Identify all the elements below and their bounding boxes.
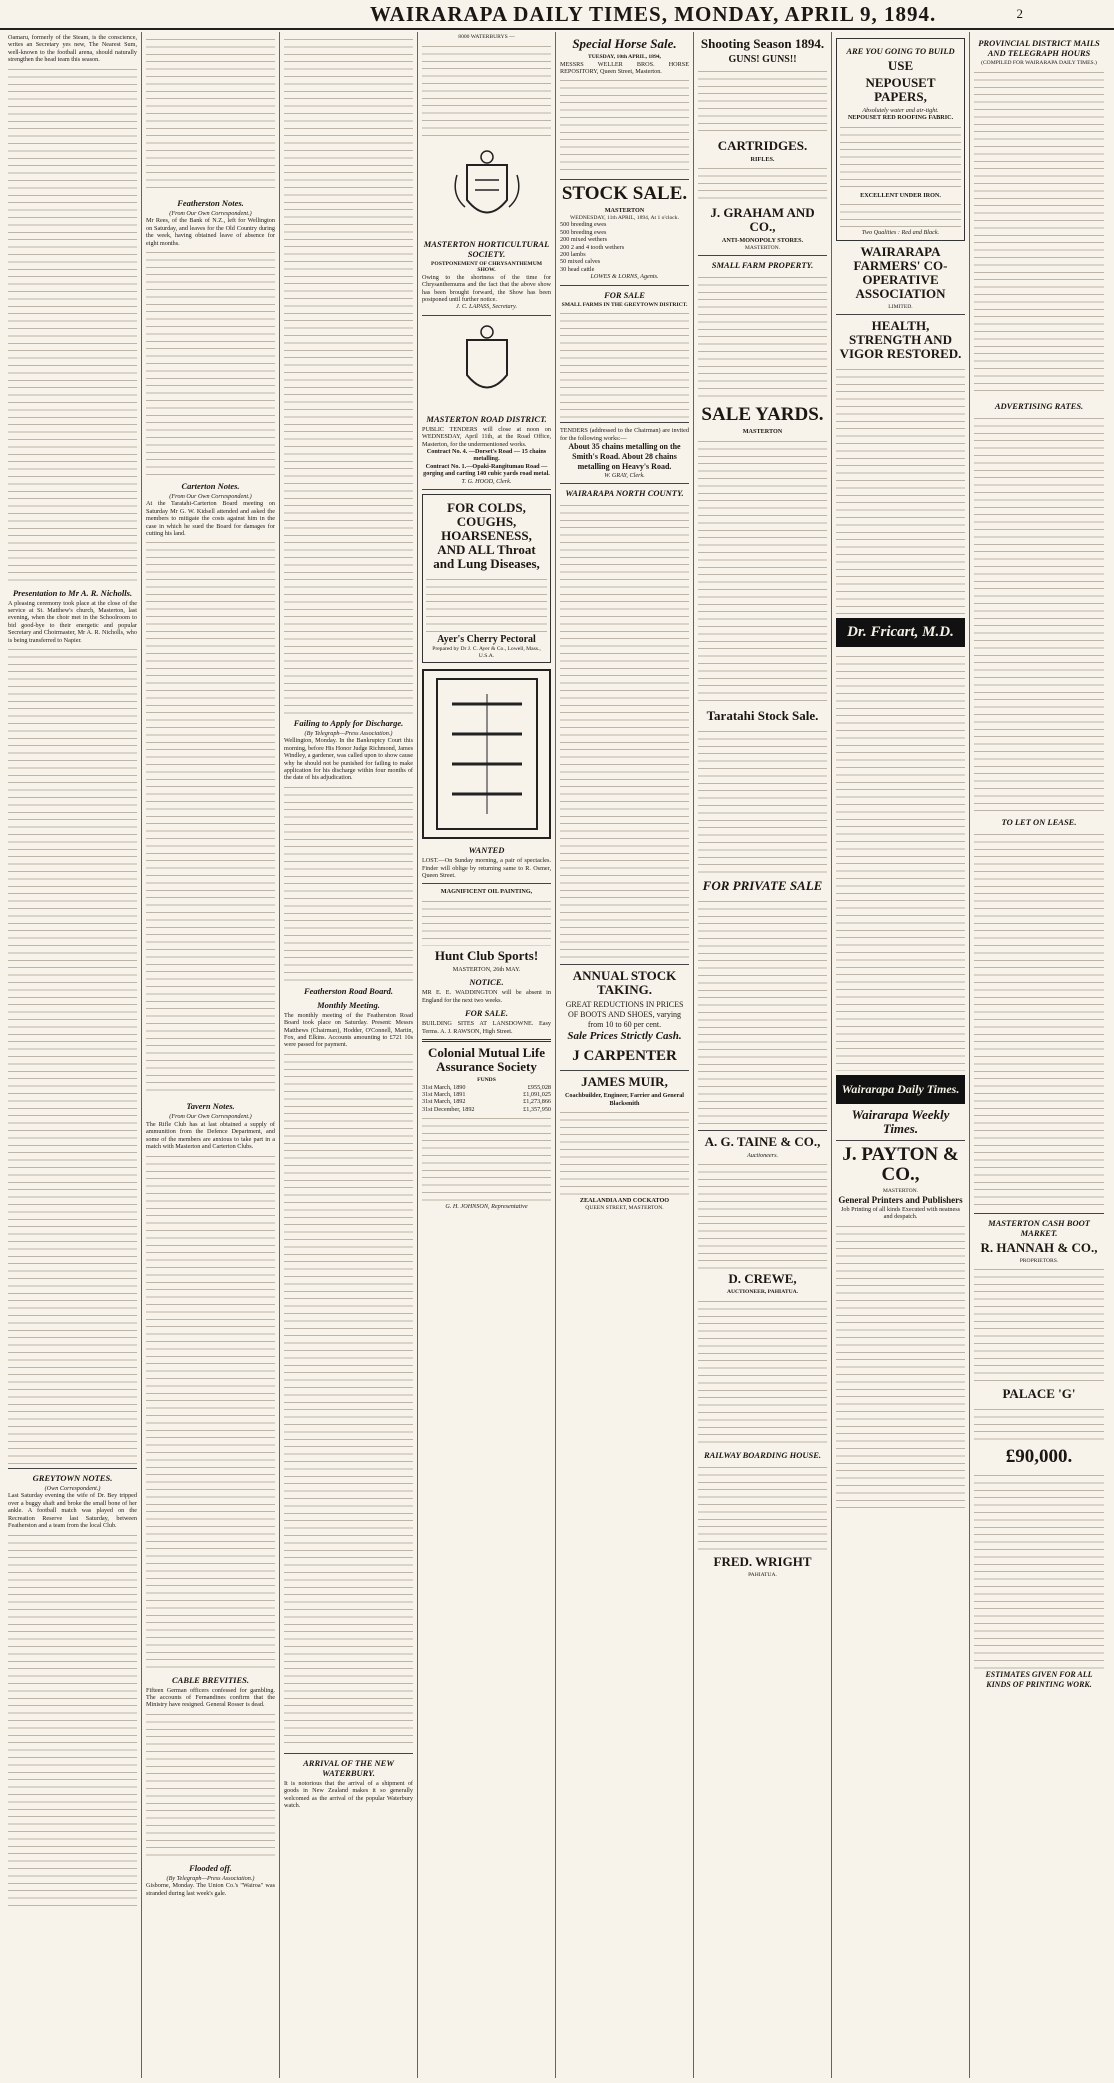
estimates-text: ESTIMATES GIVEN FOR ALL KINDS OF PRINTING WORK.: [985, 1670, 1093, 1690]
divider: [836, 314, 965, 315]
county-sign: T. G. HOOD, Clerk.: [461, 477, 512, 485]
text-block: [974, 67, 1104, 397]
stock-date: WEDNESDAY, 11th APRIL, 1894, At 1 o'clock.: [570, 214, 679, 221]
columns: [4, 32, 1110, 2078]
article-heading-featherston: Featherston Notes.: [177, 198, 244, 208]
byline: (From Our Own Correspondent.): [169, 1113, 252, 1121]
ad-heading-stock-sale: STOCK SALE.: [561, 183, 688, 205]
provincial-sub: (COMPILED FOR WAIRARAPA DAILY TIMES.): [981, 60, 1097, 66]
article-heading-failing: Failing to Apply for Discharge.: [293, 718, 404, 728]
ad-nepouset-papers: NEPOUSET PAPERS,: [865, 75, 936, 104]
special-date: TUESDAY, 10th APRIL, 1894,: [588, 54, 661, 60]
notice-body: MR E. E. WADDINGTON will be absent in England for the next two weeks.: [422, 989, 551, 1004]
text-block: [698, 436, 827, 706]
ad-heading-farmers: WAIRARAPA FARMERS' CO-OPERATIVE ASSOCIATION: [853, 243, 948, 301]
county-body: PUBLIC TENDERS will close at noon on WEDNESDAY, April 11th, at the Road Office, Masterton, for the undermentioned works.: [422, 425, 551, 448]
ad-vertical-banner: [422, 669, 551, 839]
heading-provincial-mails: PROVINCIAL DISTRICT MAILS AND TELEGRAPH HOURS: [978, 38, 1100, 58]
ad-heading-special-horse: Special Horse Sale.: [572, 36, 677, 51]
text-block: [974, 1470, 1104, 1670]
wright-sub: PAHIATUA.: [748, 1571, 777, 1578]
column-1: [4, 32, 142, 2078]
ad-heading-small-farms: FOR SALE: [604, 289, 645, 300]
ad-heading-shooting: Shooting Season 1894.: [700, 36, 825, 51]
muir-place: QUEEN STREET, MASTERTON.: [585, 1204, 664, 1211]
ad-cartridges: CARTRIDGES.: [717, 138, 808, 153]
text-block: [698, 726, 827, 876]
masthead-title: WAIRARAPA DAILY TIMES, MONDAY, APRIL 9, 1894.: [370, 1, 937, 26]
ad-heading-small-farm: SMALL FARM PROPERTY.: [711, 260, 814, 271]
ad-daily-times: Wairarapa Daily Times.: [841, 1082, 960, 1097]
arrival-body: It is notorious that the arrival of a shipment of goods in New Zealand makes it so generally welcomed as the arrival of the popular Waterbury watch.: [284, 1779, 413, 1810]
funds-row: 31st March, 1892 £1,273,866: [422, 1098, 551, 1106]
text-block: [698, 896, 827, 1126]
muir-bottom: ZEALANDIA AND COCKATOO: [579, 1197, 670, 1205]
crewe-sub: AUCTIONEER, PAHIATUA.: [726, 1289, 799, 1296]
big-figure: £90,000.: [1005, 1446, 1073, 1468]
list-item: 200 2 and 4 tooth wethers: [560, 243, 625, 251]
divider: [560, 179, 689, 180]
contract-2: Contract No. 1.—Opaki-Rangitumau Road — gorging and carting 140 cubic yards road metal.: [423, 462, 550, 478]
list-item: 500 breeding ewes: [560, 228, 607, 236]
column-5: [556, 32, 694, 2078]
text-block: [698, 1159, 827, 1269]
carterton-body: At the Taratahi-Carterton Board meeting on Saturday Mr G. W. Kidsell attended and asked the members to mitigate the costs against him in the case in which he sued the Board for damages for cutting his land.: [146, 500, 275, 538]
ad-heading-north-county: WAIRARAPA NORTH COUNTY.: [565, 488, 684, 499]
text-block: [974, 413, 1104, 813]
ad-heading-wright: FRED. WRIGHT: [713, 1553, 812, 1569]
ad-daily-times-banner: [836, 1075, 965, 1104]
coat-of-arms-icon: [447, 320, 527, 410]
text-block: [146, 247, 275, 477]
divider: [422, 489, 551, 490]
lead-paragraph: Oamaru, formerly of the Steam, is the conscience, writes an Secretary yes new, The Nearest Sum, well-known to the football arena, should naturally strengthen the head team this season.: [8, 34, 137, 64]
annual-cash: Sale Prices Strictly Cash.: [567, 1030, 682, 1043]
tenders-sign: W. GRAY, Clerk.: [604, 472, 645, 480]
byline: (From Our Own Correspondent.): [169, 493, 252, 501]
text-block: [698, 163, 827, 203]
text-block: [974, 1404, 1104, 1444]
presentation-body: A pleasing ceremony took place at the close of the service at St. Matthew's church, Masterton, last evening, when the choir met in the Schoolroom to bid good-bye to their energetic and popular Secretary and Choirmaster, Mr A. R. Nicholls, who is being transferred to Napier.: [8, 599, 137, 644]
heading-palace: PALACE 'G': [1002, 1386, 1076, 1402]
colonial-sign: G. H. JOHNSON, Representative: [445, 1203, 528, 1211]
text-block: [560, 500, 689, 960]
ad-excellent: EXCELLENT UNDER IRON.: [860, 191, 941, 199]
text-block: [422, 896, 551, 946]
divider: [974, 1213, 1104, 1214]
divider: [422, 883, 551, 884]
text-block: [146, 1151, 275, 1671]
ad-heading-colonial: Colonial Mutual Life Assurance Society: [427, 1044, 545, 1074]
divider: [560, 422, 689, 423]
society-sign: J. C. LAPASS, Secretary.: [455, 303, 517, 311]
annual-body: GREAT REDUCTIONS IN PRICES OF BOOTS AND SHOES, varying from 10 to 60 per cent.: [565, 1000, 684, 1030]
article-heading-greytown: GREYTOWN NOTES.: [32, 1473, 113, 1484]
ad-heading-graham: J. GRAHAM AND CO.,: [710, 205, 815, 235]
taine-sub: Auctioneers.: [746, 1151, 779, 1159]
ad-fricart: Dr. Fricart, M.D.: [847, 624, 954, 641]
text-block: [8, 1530, 137, 1910]
ad-nepouset: [836, 38, 965, 241]
ad-nepouset-sub: Absolutely water and air-tight.: [862, 107, 939, 114]
divider: [560, 285, 689, 286]
wanted-body: LOST.—On Sunday morning, a pair of spectacles. Finder will oblige by returning same to R. Osmer, Queen Street.: [422, 857, 551, 880]
masthead: [0, 0, 1114, 30]
text-block: [426, 574, 547, 634]
ad-postponement: POSTPONEMENT OF CHRYSANTHEMUM SHOW.: [430, 260, 543, 274]
stock-sign: LOWES & LORNS, Agents.: [590, 273, 659, 281]
ad-heading-sale-yards: SALE YARDS.: [701, 404, 824, 426]
ad-header: 8000 WATERBURYS —: [458, 34, 515, 40]
ad-rifles: RIFLES.: [750, 156, 775, 163]
list-item: 500 breeding ewes: [560, 221, 607, 229]
funds-table: [422, 1084, 551, 1114]
ad-heading-notice: NOTICE.: [469, 977, 504, 988]
ad-heading-taratahi: Taratahi Stock Sale.: [706, 707, 819, 723]
text-block: [974, 1264, 1104, 1384]
society-body: Owing to the shortness of the time for Chrysanthemums and the fact that the above show has been brought forward, the Show has been postponed until further notice.: [422, 273, 551, 303]
monthly-body: The monthly meeting of the Featherston Road Board took place on Saturday. Present: Messrs Matthews (Chairman), Hodder, O'Connell, Martin, Fox, and Elkins. Accounts amounting to £721 10s were passed for payment.: [284, 1011, 413, 1049]
funds-row: 31st December, 1892 £1,357,950: [422, 1105, 551, 1113]
divider: [422, 315, 551, 316]
ad-heading-taine: A. G. TAINE & CO.,: [704, 1133, 821, 1149]
byline: (By Telegraph—Press Association.): [166, 1874, 255, 1882]
article-heading-presentation: Presentation to Mr A. R. Nicholls.: [12, 587, 133, 598]
text-block: [836, 1221, 965, 1511]
ad-heading-annual: ANNUAL STOCK TAKING.: [572, 968, 677, 998]
text-block: [698, 66, 827, 136]
ad-heading-colds: FOR COLDS, COUGHS, HOARSENESS, AND ALL Throat and Lung Diseases,: [433, 500, 540, 572]
ad-product-name: Ayer's Cherry Pectoral: [437, 634, 536, 646]
article-heading-cable: CABLE BREVITIES.: [171, 1674, 249, 1685]
special-body: MESSRS WELLER BROS. HORSE REPOSITORY, Queen Street, Masterton.: [560, 60, 689, 75]
funds-label: FUNDS: [477, 1076, 496, 1083]
divider: [698, 255, 827, 256]
ad-heading-county: MASTERTON ROAD DISTRICT.: [426, 413, 547, 424]
text-block: [560, 1107, 689, 1197]
cable-body: Fifteen German officers confessed for gambling. The accounts of Fernandines confirm that the Ministry have resigned. General Rosser is dead.: [146, 1686, 275, 1709]
ad-heading-muir: JAMES MUIR,: [581, 1074, 668, 1090]
text-block: [422, 41, 551, 141]
hannah-sub: PROPRIETORS.: [1019, 1257, 1059, 1264]
failing-body: Wellington, Monday. In the Bankruptcy Court this morning, before His Honor Judge Richmond, James Windley, a gardener, was called upon to show cause why he should not be punished for failing to make application for his discharge within four months of the date of his adjudication.: [284, 737, 413, 782]
small-body: SMALL FARMS IN THE GREYTOWN DISTRICT.: [561, 301, 688, 308]
ad-guns: GUNS! GUNS!!: [728, 54, 797, 65]
ad-anti-monopoly: ANTI-MONOPOLY STORES.: [721, 237, 804, 245]
column-4: [418, 32, 556, 2078]
article-subheading-monthly: Monthly Meeting.: [317, 999, 380, 1010]
list-item: 30 head cattle: [560, 265, 595, 273]
ad-cough-remedy: [422, 494, 551, 663]
ad-heading-society: MASTERTON HORTICULTURAL SOCIETY.: [423, 238, 550, 259]
article-heading-flooded: Flooded off.: [189, 1862, 232, 1873]
list-item: 50 mixed calves: [560, 258, 601, 266]
ad-heading-going-to-build: ARE YOU GOING TO BUILD: [846, 46, 955, 56]
saleyards-place: MASTERTON: [742, 428, 783, 436]
text-block: [146, 537, 275, 1097]
greytown-body: Last Saturday evening the wife of Dr. Bey tripped over a buggy shaft and broke the small bone of her ankle. A football match was played on the Recreation Reserve last Saturday, between Featherston and a team from the local Club.: [8, 1492, 137, 1530]
ad-two-qualities: Two Qualities : Red and Black.: [861, 229, 940, 237]
ad-nepouset-body: NEPOUSET RED ROOFING FABRIC.: [847, 114, 954, 122]
text-block: [146, 1709, 275, 1859]
text-block: [560, 308, 689, 418]
text-block: [146, 34, 275, 194]
ad-heading-hunt: Hunt Club Sports!: [434, 947, 539, 963]
heading-to-let: TO LET ON LEASE.: [1001, 816, 1077, 827]
coat-of-arms-icon: [447, 145, 527, 235]
ad-heading-crewe: D. CREWE,: [728, 1271, 797, 1287]
payton-sub: MASTERTON.: [882, 1188, 919, 1195]
page-number: 2: [1016, 6, 1024, 21]
ad-painting: MAGNIFICENT OIL PAINTING,: [440, 888, 533, 896]
text-block: [8, 644, 137, 1464]
divider: [284, 1753, 413, 1754]
payton-body: General Printers and Publishers: [838, 1194, 963, 1205]
flooded-body: Gisborne, Monday. The Union Co.'s "Wairoa" was stranded during last week's gale.: [146, 1882, 275, 1897]
text-block: [974, 829, 1104, 1209]
heading-hannah: R. HANNAH & CO.,: [980, 1239, 1098, 1255]
sale-body: BUILDING SITES AT LANSDOWNE. Easy Terms. A. J. RAWSON, High Street.: [422, 1020, 551, 1035]
text-block: [836, 651, 965, 1071]
text-block: [840, 122, 961, 192]
ad-product-maker: Prepared by Dr J. C. Ayer & Co., Lowell, Mass., U.S.A.: [432, 646, 541, 659]
heading-advertising-rates: ADVERTISING RATES.: [994, 400, 1084, 411]
text-block: [698, 272, 827, 402]
byline: (From Our Own Correspondent.): [169, 210, 252, 217]
article-heading-carterton: Carterton Notes.: [181, 481, 240, 492]
taverns-body: The Rifle Club has at last obtained a supply of ammunition from the Defence Department, and some of the members are anxious to take part in a match with Masterton and Carterton Clubs.: [146, 1120, 275, 1151]
text-block: [8, 64, 137, 584]
hunt-date: MASTERTON, 26th MAY.: [452, 965, 521, 973]
ad-heading-payton: J. PAYTON & CO.,: [842, 1144, 959, 1186]
ad-fricart-banner: [836, 618, 965, 647]
muir-body: Coachbuilder, Engineer, Farrier and General Blacksmith: [564, 1092, 685, 1107]
list-item: 200 lambs: [560, 251, 586, 259]
article-heading-taverns: Tavern Notes.: [186, 1101, 235, 1112]
text-block: [284, 782, 413, 982]
divider: [836, 1140, 965, 1141]
funds-row: 31st March, 1891 £1,091,025: [422, 1090, 551, 1098]
text-block: [284, 1049, 413, 1749]
ad-weekly-times: Wairarapa Weekly Times.: [851, 1107, 950, 1137]
text-block: [284, 34, 413, 714]
text-block: [422, 1113, 551, 1203]
ad-heading-railway: RAILWAY BOARDING HOUSE.: [703, 1449, 822, 1460]
stock-list: [560, 221, 689, 273]
heading-cash-boot: MASTERTON CASH BOOT MARKET.: [988, 1217, 1090, 1238]
ad-heading-private-sale: FOR PRIVATE SALE: [702, 877, 823, 893]
column-6: [694, 32, 832, 2078]
funds-row: 31st March, 1890 £955,028: [422, 1083, 551, 1091]
ad-heading-health: HEALTH, STRENGTH AND VIGOR RESTORED.: [839, 318, 962, 362]
ad-use: USE: [887, 58, 914, 73]
tenders-body: About 35 chains metalling on the Smith's Road. About 28 chains metalling on Heavy's Road.: [568, 442, 681, 472]
featherston-body: Mr Rees, of the Bank of N.Z., left for Wellington on Saturday, and leaves for the Old Country during the week, having obtained leave of absence for eight months.: [146, 217, 275, 247]
divider: [422, 1039, 551, 1042]
farmers-sub: LIMITED.: [888, 303, 913, 310]
article-heading-arrival: ARRIVAL OF THE NEW WATERBURY.: [303, 1757, 394, 1778]
text-block: [836, 364, 965, 614]
column-2: [142, 32, 280, 2078]
stock-place: MASTERTON: [604, 207, 645, 215]
text-block: [840, 199, 961, 229]
list-item: 200 mixed wethers: [560, 236, 608, 244]
byline: (Own Correspondent.): [44, 1485, 101, 1493]
text-block: [698, 1462, 827, 1552]
column-3: [280, 32, 418, 2078]
divider: [698, 1130, 827, 1131]
ad-heading-sale: FOR SALE.: [465, 1008, 508, 1019]
ad-anti-place: MASTERTON.: [744, 244, 781, 251]
article-heading-featherston-board: Featherston Road Board.: [303, 985, 394, 996]
divider: [560, 1070, 689, 1071]
divider: [8, 1468, 137, 1469]
payton-list: Job Printing of all kinds Executed with neatness and despatch.: [840, 1205, 961, 1221]
ad-heading-wanted: WANTED: [468, 845, 505, 856]
contract-1: Contract No. 4. —Dorset's Road — 15 chains metalling.: [426, 448, 547, 463]
tenders-intro: TENDERS (addressed to the Chairman) are invited for the following works:—: [560, 427, 689, 442]
column-8: [970, 32, 1108, 2078]
remedy-ad-illustration-icon: [432, 674, 542, 834]
column-7: [832, 32, 970, 2078]
text-block: [698, 1296, 827, 1446]
byline: (By Telegraph—Press Association.): [304, 730, 393, 737]
text-block: [560, 75, 689, 175]
ad-heading-carpenter: J CARPENTER: [572, 1048, 677, 1065]
divider: [560, 483, 689, 484]
divider: [560, 964, 689, 965]
